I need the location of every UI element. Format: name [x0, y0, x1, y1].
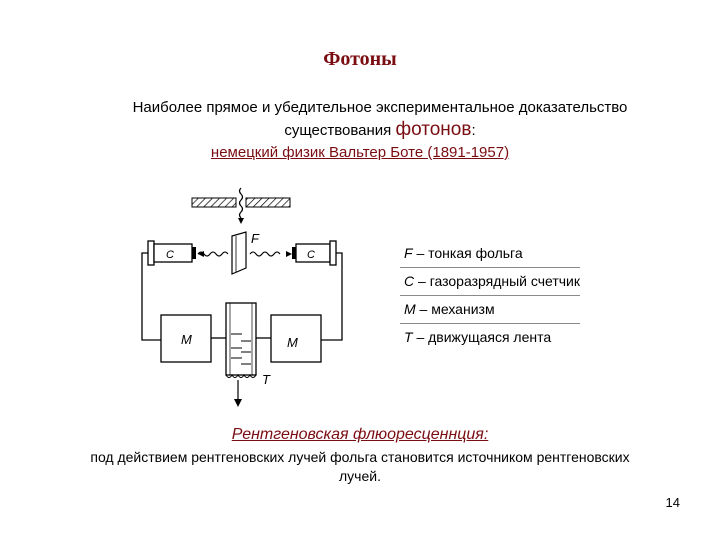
counter-left-end — [148, 241, 154, 265]
label-C-right: C — [307, 249, 315, 261]
wire-left — [142, 253, 161, 340]
tape-motion-arrowhead — [234, 399, 242, 407]
emission-right-arrowhead — [286, 251, 292, 257]
legend — [400, 240, 580, 351]
slit-plate-left — [192, 198, 236, 207]
foil-F — [232, 232, 246, 274]
legend-item-F: F – тонкая фольга — [400, 240, 580, 268]
legend-item-C: C – газоразрядный счетчик — [400, 268, 580, 296]
legend-item-T: T – движущаяся лента — [404, 329, 552, 345]
label-M-right: M — [287, 335, 298, 350]
page-number: 14 — [665, 495, 680, 510]
label-M-left: M — [181, 332, 192, 347]
emission-right — [250, 252, 280, 256]
wire-right — [321, 253, 342, 340]
label-C-left: C — [166, 249, 174, 261]
legend-item-M: M – механизм — [400, 296, 580, 324]
xray-fluorescence-title: Рентгеновская флюоресценнция: — [231, 426, 489, 443]
photons-word: фотонов — [395, 119, 472, 140]
xray-fluorescence-description: под действием рентгеновских лучей фольга становится источником рентгеновских лучей. — [90, 449, 630, 484]
counter-right-end — [330, 241, 336, 265]
label-T: T — [262, 372, 270, 387]
slit-plate-right — [246, 198, 290, 207]
physicist-line: немецкий физик Вальтер Боте (1891-1957) — [210, 144, 510, 161]
incoming-xray-arrowhead — [238, 218, 244, 224]
label-F: F — [251, 231, 259, 246]
intro-line-2-post: : — [471, 122, 476, 139]
page-title: Фотоны — [323, 48, 397, 70]
incoming-xray-beam — [240, 188, 243, 218]
counter-left-window — [192, 247, 196, 259]
intro-line-1: Наиболее прямое и убедительное экспериментальное доказательство — [132, 99, 628, 116]
intro-line-2-pre: существования — [284, 122, 396, 139]
